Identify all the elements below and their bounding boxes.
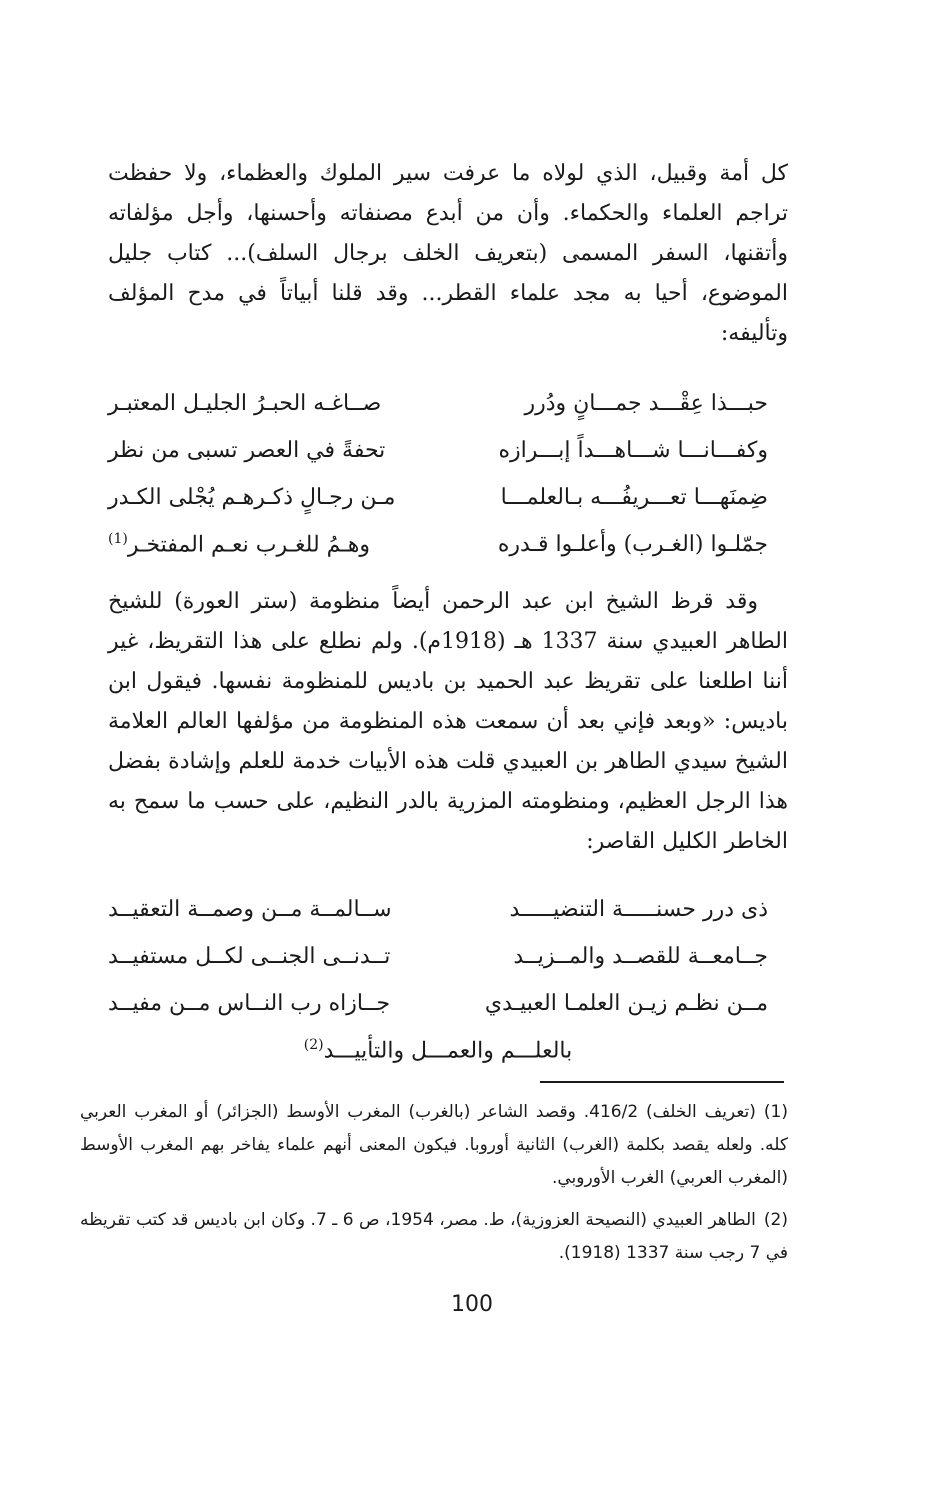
verse-first-hemistich: جــامعــة للقصــد والمــزيــد [513, 944, 768, 969]
verse-second-hemistich: ســالمــة مــن وصمــة التعقيــد [108, 897, 392, 922]
footnote-text: (تعريف الخلف) 416/2. وقصد الشاعر (بالغرب) المغرب الأوسط (الجزائر) أو المغرب العربي كله. ولعله يقصد بكلمة (الغرب) الثانية أوروبا. فيكون المعنى أنهم علماء يفاخر بهم المغرب الأوسط (المغرب العربي) الغرب الأوروبي. [80, 1102, 788, 1188]
footnote-number: (1) [763, 1102, 788, 1122]
verse-single-line [304, 1037, 572, 1063]
poem-verse-single [108, 1027, 768, 1074]
footnote [80, 1096, 788, 1195]
verse-text: وهـمُ للغـرب نعـم المفتخـر [127, 532, 370, 558]
footnote-number: (2) [763, 1210, 788, 1230]
verse-second-hemistich [108, 531, 408, 557]
paragraph-intro: كل أمة وقبيل، الذي لولاه ما عرفت سير الملوك والعظماء، ولا حفظت تراجم العلماء والحكماء. وأن من أبدع مصنفاته وأحسنها، وأجل مؤلفاته وأتقنها، السفر المسمى (بتعريف الخلف برجال السلف)... كتاب جليل الموضوع، أحيا به مجد علماء القطر... وقد قلنا أبياتاً في مدح المؤلف وتأليفه: [108, 161, 788, 346]
verse-second-hemistich: مـن رجـالٍ ذكـرهـم يُجْلى الكـدر [108, 485, 396, 510]
poem-verse [108, 474, 768, 521]
footnote-separator [540, 1081, 784, 1083]
poem-verse [108, 427, 768, 474]
verse-first-hemistich: ذى درر حسنـــــة التنضيـــــد [509, 897, 768, 922]
verse-first-hemistich: ضِمنَهـــا تعـــريفُـــه بـالعلمـــا [500, 485, 768, 510]
poem-verse [108, 521, 768, 568]
footnote-marker: (2) [303, 1037, 324, 1054]
verse-second-hemistich: جــازاه رب النــاس مــن مفيــد [108, 991, 391, 1016]
verse-first-hemistich: جمّلـوا (الغـرب) وأعلـوا قـدره [497, 532, 768, 557]
footnote-text: الطاهر العبيدي (النصيحة العزوزية)، ط. مصر، 1954، ص 6 ـ 7. وكان ابن باديس قد كتب تقريظه في 7 رجب سنة 1337 (1918). [80, 1210, 788, 1263]
footnote [80, 1204, 788, 1270]
verse-text: بالعلـــم والعمـــل والتأييـــد [323, 1038, 573, 1064]
verse-second-hemistich: تحفةً في العصر تسبى من نظر [108, 438, 386, 463]
verse-second-hemistich: صــاغـه الحبـرُ الجليـل المعتبـر [108, 391, 382, 416]
poem-verse [108, 933, 768, 980]
footnote-marker: (1) [108, 531, 128, 548]
poem-ibn-badis [108, 886, 768, 1074]
poem-verse [108, 886, 768, 933]
page-number: 100 [451, 1292, 493, 1317]
verse-first-hemistich: مــن نظـم زيـن العلمـا العبيـدي [484, 991, 768, 1016]
poem-verse [108, 380, 768, 427]
poem-verse [108, 980, 768, 1027]
verse-first-hemistich: وكفـــانـــا شـــاهـــداً إبـــرازه [498, 438, 768, 463]
verse-first-hemistich: حبـــذا عِقْـــد جمـــانٍ ودُرر [524, 391, 768, 416]
paragraph-body: وقد قرظ الشيخ ابن عبد الرحمن أيضاً منظومة (ستر العورة) للشيخ الطاهر العبيدي سنة 1337 هـ (1918م). ولم نطلع على هذا التقريظ، غير أننا اطلعنا على تقريظ عبد الحميد بن باديس للمنظومة نفسها. فيقول ابن باديس: «وبعد فإني بعد أن سمعت هذه المنظومة من مؤلفها العالم العلامة الشيخ سيدي الطاهر بن العبيدي قلت هذه الأبيات خدمة للعلم وإشادة بفضل هذا الرجل العظيم، ومنظومته المزرية بالدر النظيم، على حسب ما سمح به الخاطر الكليل القاصر: [108, 589, 788, 854]
verse-second-hemistich: تــدنــى الجنــى لكــل مستفيــد [108, 944, 391, 969]
poem-praise [108, 380, 768, 568]
